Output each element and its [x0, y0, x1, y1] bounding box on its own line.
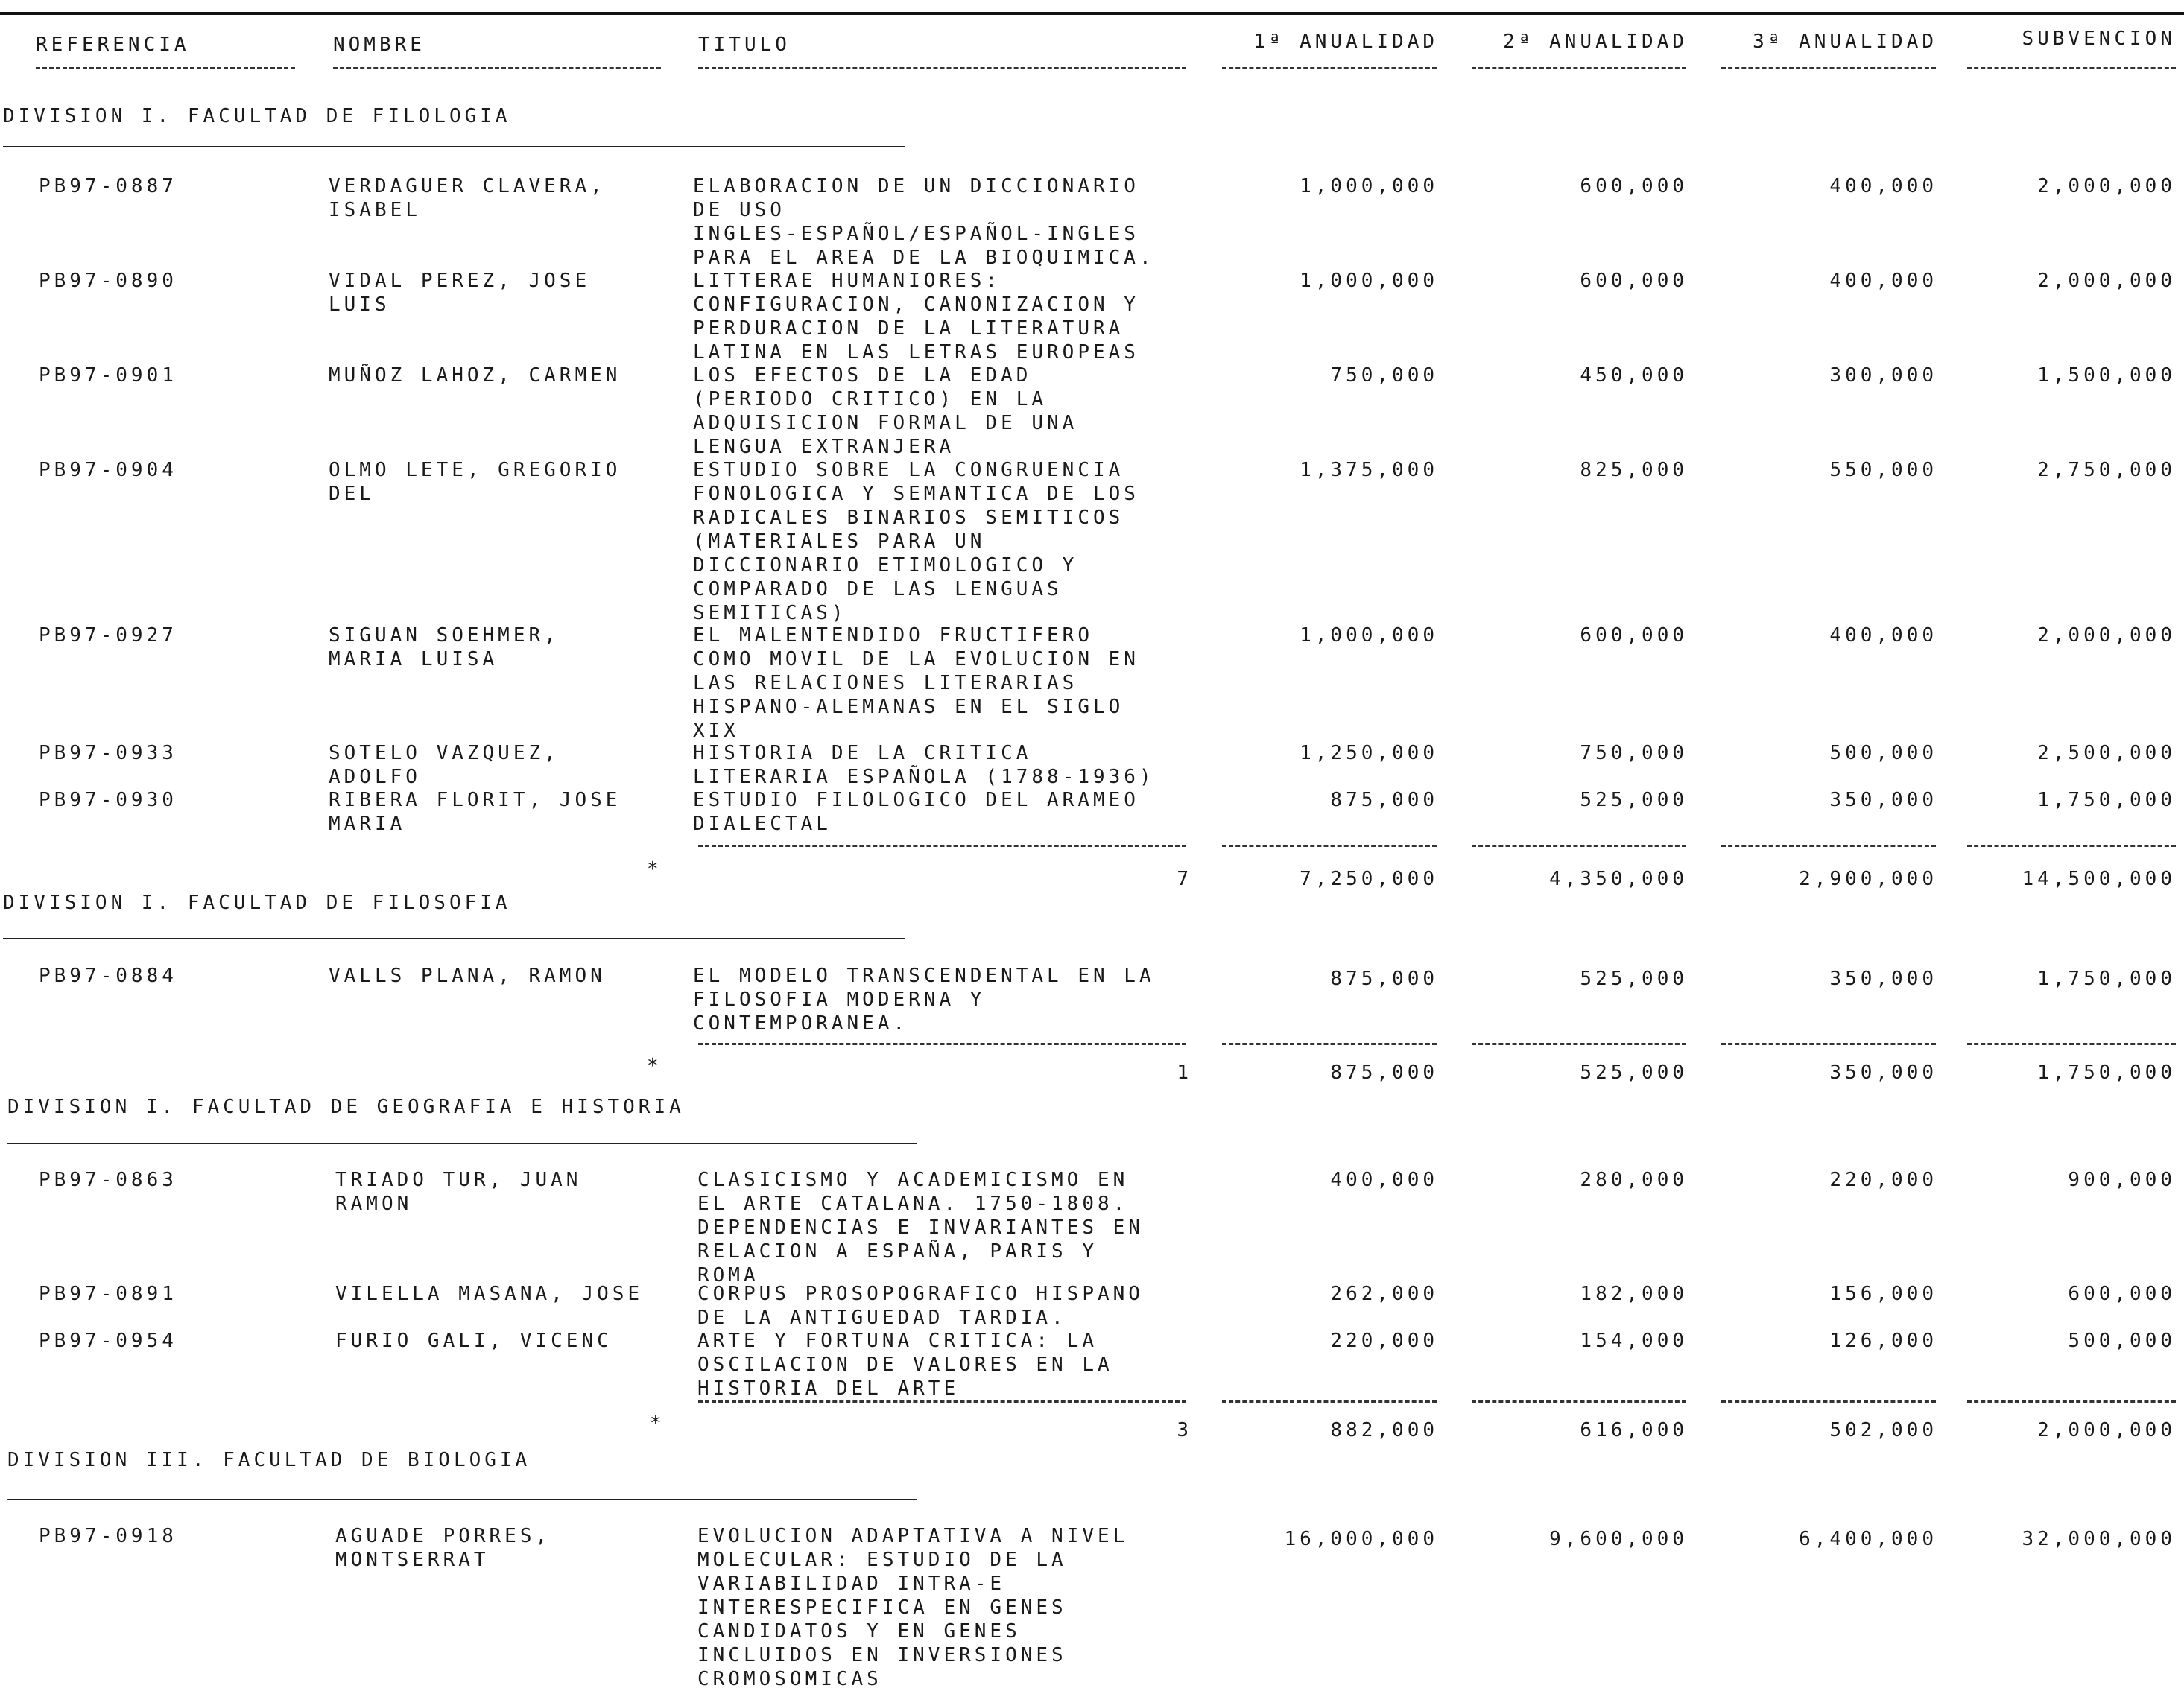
subtotal-rule: [1222, 1400, 1437, 1403]
row-anualidad-2: 600,000: [1580, 624, 1688, 647]
total-anualidad-3: 350,000: [1829, 1062, 1937, 1084]
subtotal-rule: [1967, 1400, 2176, 1403]
row-anualidad-3: 126,000: [1829, 1330, 1937, 1352]
header-rule: [1472, 67, 1686, 69]
row-anualidad-2: 9,600,000: [1549, 1528, 1688, 1550]
total-anualidad-2: 4,350,000: [1549, 868, 1688, 890]
row-titulo: EVOLUCION ADAPTATIVA A NIVEL MOLECULAR: ESTUDIO DE LA VARIABILIDAD INTRA-E INTERESPECIFICA EN GENES CANDIDATOS Y EN GENES INCLUIDOS EN INVERSIONES CROMOSOMICAS: [697, 1525, 1129, 1690]
header-referencia: REFERENCIA: [36, 34, 190, 56]
header-rule: [333, 67, 661, 69]
row-titulo: CORPUS PROSOPOGRAFICO HISPANO DE LA ANTIGUEDAD TARDIA.: [697, 1283, 1144, 1329]
section-title: DIVISION I. FACULTAD DE FILOSOFIA: [3, 892, 511, 914]
row-anualidad-3: 550,000: [1829, 459, 1937, 481]
row-referencia: PB97-0887: [39, 175, 177, 197]
header-anualidad-3: 3ª ANUALIDAD: [1753, 31, 1937, 53]
row-referencia: PB97-0954: [39, 1330, 177, 1352]
row-nombre: VIDAL PEREZ, JOSE LUIS: [329, 270, 591, 316]
section-rule: [3, 146, 905, 147]
row-subvencion: 1,750,000: [2037, 789, 2176, 811]
row-referencia: PB97-0933: [39, 742, 177, 764]
header-rule: [1222, 67, 1437, 69]
subtotal-rule: [1721, 845, 1936, 847]
row-anualidad-1: 1,250,000: [1300, 742, 1438, 764]
row-titulo: LITTERAE HUMANIORES: CONFIGURACION, CANONIZACION Y PERDURACION DE LA LITERATURA LATINA EN LAS LETRAS EUROPEAS: [693, 270, 1139, 364]
header-anualidad-2: 2ª ANUALIDAD: [1503, 31, 1688, 53]
section-rule: [7, 1143, 917, 1144]
row-anualidad-1: 1,000,000: [1300, 270, 1438, 292]
row-anualidad-1: 875,000: [1330, 968, 1438, 990]
row-nombre: FURIO GALI, VICENC: [335, 1330, 613, 1352]
row-nombre: RIBERA FLORIT, JOSE MARIA: [329, 789, 621, 835]
row-titulo: LOS EFECTOS DE LA EDAD (PERIODO CRITICO) EN LA ADQUISICION FORMAL DE UNA LENGUA EXTRANJERA: [693, 364, 1078, 458]
row-subvencion: 600,000: [2068, 1283, 2176, 1305]
row-subvencion: 900,000: [2068, 1169, 2176, 1191]
subtotal-rule: [698, 1043, 1186, 1045]
row-nombre: OLMO LETE, GREGORIO DEL: [329, 459, 621, 505]
row-referencia: PB97-0904: [39, 459, 177, 481]
subtotal-rule: [1222, 1043, 1437, 1045]
row-anualidad-3: 400,000: [1829, 624, 1937, 647]
subtotal-rule: [1222, 845, 1437, 847]
row-anualidad-3: 300,000: [1829, 364, 1937, 387]
total-count: 7: [1177, 868, 1192, 890]
row-subvencion: 2,500,000: [2037, 742, 2176, 764]
total-anualidad-3: 2,900,000: [1799, 868, 1937, 890]
row-nombre: AGUADE PORRES, MONTSERRAT: [335, 1525, 551, 1571]
subtotal-rule: [1721, 1043, 1936, 1045]
row-anualidad-3: 156,000: [1829, 1283, 1937, 1305]
total-marker: *: [650, 1412, 662, 1435]
total-anualidad-1: 875,000: [1330, 1062, 1438, 1084]
row-anualidad-2: 154,000: [1580, 1330, 1688, 1352]
row-anualidad-1: 400,000: [1330, 1169, 1438, 1191]
top-rule: [0, 12, 2184, 15]
row-referencia: PB97-0930: [39, 789, 177, 811]
total-count: 3: [1177, 1419, 1192, 1441]
subtotal-rule: [1967, 845, 2176, 847]
row-subvencion: 1,500,000: [2037, 364, 2176, 387]
total-anualidad-1: 882,000: [1330, 1419, 1438, 1441]
header-rule: [1721, 67, 1936, 69]
total-subvencion: 14,500,000: [2022, 868, 2176, 890]
row-anualidad-3: 350,000: [1829, 789, 1937, 811]
row-anualidad-2: 280,000: [1580, 1169, 1688, 1191]
row-referencia: PB97-0890: [39, 270, 177, 292]
row-anualidad-3: 350,000: [1829, 968, 1937, 990]
row-anualidad-3: 400,000: [1829, 270, 1937, 292]
section-title: DIVISION I. FACULTAD DE GEOGRAFIA E HISTORIA: [7, 1096, 685, 1118]
subtotal-rule: [1472, 1400, 1686, 1403]
row-titulo: ELABORACION DE UN DICCIONARIO DE USO INGLES-ESPAÑOL/ESPAÑOL-INGLES PARA EL AREA DE LA BIOQUIMICA.: [693, 175, 1155, 269]
row-anualidad-2: 600,000: [1580, 270, 1688, 292]
subtotal-rule: [698, 1400, 1186, 1403]
total-marker: *: [647, 858, 659, 881]
header-titulo: TITULO: [698, 34, 791, 56]
subtotal-rule: [1472, 1043, 1686, 1045]
row-anualidad-3: 400,000: [1829, 175, 1937, 197]
row-anualidad-1: 16,000,000: [1284, 1528, 1438, 1550]
row-titulo: EL MALENTENDIDO FRUCTIFERO COMO MOVIL DE LA EVOLUCION EN LAS RELACIONES LITERARIAS HISPANO-ALEMANAS EN EL SIGLO XIX: [693, 624, 1139, 742]
row-referencia: PB97-0918: [39, 1525, 177, 1547]
header-rule: [1967, 67, 2176, 69]
section-rule: [3, 938, 905, 939]
total-subvencion: 2,000,000: [2037, 1419, 2176, 1441]
row-anualidad-3: 220,000: [1829, 1169, 1937, 1191]
row-referencia: PB97-0927: [39, 624, 177, 647]
row-subvencion: 1,750,000: [2037, 968, 2176, 990]
header-rule: [36, 67, 295, 69]
row-referencia: PB97-0863: [39, 1169, 177, 1191]
total-anualidad-2: 525,000: [1580, 1062, 1688, 1084]
row-titulo: HISTORIA DE LA CRITICA LITERARIA ESPAÑOLA (1788-1936): [693, 742, 1155, 788]
header-rule: [698, 67, 1186, 69]
section-rule: [7, 1499, 917, 1500]
header-nombre: NOMBRE: [333, 34, 425, 56]
row-nombre: TRIADO TUR, JUAN RAMON: [335, 1169, 582, 1215]
row-titulo: ARTE Y FORTUNA CRITICA: LA OSCILACION DE VALORES EN LA HISTORIA DEL ARTE: [697, 1330, 1113, 1400]
row-nombre: SOTELO VAZQUEZ, ADOLFO: [329, 742, 560, 788]
row-anualidad-1: 1,000,000: [1300, 624, 1438, 647]
total-count: 1: [1177, 1062, 1192, 1084]
row-referencia: PB97-0891: [39, 1283, 177, 1305]
row-anualidad-2: 182,000: [1580, 1283, 1688, 1305]
subtotal-rule: [1472, 845, 1686, 847]
row-referencia: PB97-0884: [39, 965, 177, 987]
row-titulo: ESTUDIO SOBRE LA CONGRUENCIA FONOLOGICA Y SEMANTICA DE LOS RADICALES BINARIOS SEMITICOS (MATERIALES PARA UN DICCIONARIO ETIMOLOGICO Y COMPARADO DE LAS LENGUAS SEMITICAS): [693, 459, 1139, 624]
row-referencia: PB97-0901: [39, 364, 177, 387]
header-subvencion: SUBVENCION: [2022, 28, 2176, 50]
row-subvencion: 500,000: [2068, 1330, 2176, 1352]
row-anualidad-3: 6,400,000: [1799, 1528, 1937, 1550]
row-subvencion: 32,000,000: [2022, 1528, 2176, 1550]
total-anualidad-1: 7,250,000: [1300, 868, 1438, 890]
total-subvencion: 1,750,000: [2037, 1062, 2176, 1084]
row-anualidad-2: 750,000: [1580, 742, 1688, 764]
row-anualidad-1: 1,000,000: [1300, 175, 1438, 197]
row-anualidad-1: 220,000: [1330, 1330, 1438, 1352]
row-subvencion: 2,000,000: [2037, 624, 2176, 647]
row-nombre: VILELLA MASANA, JOSE: [335, 1283, 644, 1305]
row-anualidad-1: 750,000: [1330, 364, 1438, 387]
row-anualidad-2: 450,000: [1580, 364, 1688, 387]
subtotal-rule: [1721, 1400, 1936, 1403]
row-subvencion: 2,000,000: [2037, 175, 2176, 197]
section-title: DIVISION III. FACULTAD DE BIOLOGIA: [7, 1449, 531, 1471]
row-nombre: SIGUAN SOEHMER, MARIA LUISA: [329, 624, 560, 670]
row-titulo: ESTUDIO FILOLOGICO DEL ARAMEO DIALECTAL: [693, 789, 1139, 835]
header-anualidad-1: 1ª ANUALIDAD: [1253, 31, 1438, 53]
row-anualidad-2: 525,000: [1580, 968, 1688, 990]
row-titulo: EL MODELO TRANSCENDENTAL EN LA FILOSOFIA MODERNA Y CONTEMPORANEA.: [693, 965, 1155, 1035]
subtotal-rule: [1967, 1043, 2176, 1045]
section-title: DIVISION I. FACULTAD DE FILOLOGIA: [3, 105, 511, 127]
total-anualidad-2: 616,000: [1580, 1419, 1688, 1441]
row-anualidad-2: 600,000: [1580, 175, 1688, 197]
row-anualidad-2: 825,000: [1580, 459, 1688, 481]
row-subvencion: 2,000,000: [2037, 270, 2176, 292]
total-marker: *: [647, 1055, 659, 1077]
row-anualidad-2: 525,000: [1580, 789, 1688, 811]
row-nombre: VERDAGUER CLAVERA, ISABEL: [329, 175, 606, 221]
row-anualidad-3: 500,000: [1829, 742, 1937, 764]
row-anualidad-1: 262,000: [1330, 1283, 1438, 1305]
subtotal-rule: [698, 845, 1186, 847]
row-anualidad-1: 875,000: [1330, 789, 1438, 811]
row-nombre: VALLS PLANA, RAMON: [329, 965, 606, 987]
row-nombre: MUÑOZ LAHOZ, CARMEN: [329, 364, 621, 387]
row-subvencion: 2,750,000: [2037, 459, 2176, 481]
row-titulo: CLASICISMO Y ACADEMICISMO EN EL ARTE CATALANA. 1750-1808. DEPENDENCIAS E INVARIANTES EN RELACION A ESPAÑA, PARIS Y ROMA: [697, 1169, 1144, 1287]
total-anualidad-3: 502,000: [1829, 1419, 1937, 1441]
row-anualidad-1: 1,375,000: [1300, 459, 1438, 481]
